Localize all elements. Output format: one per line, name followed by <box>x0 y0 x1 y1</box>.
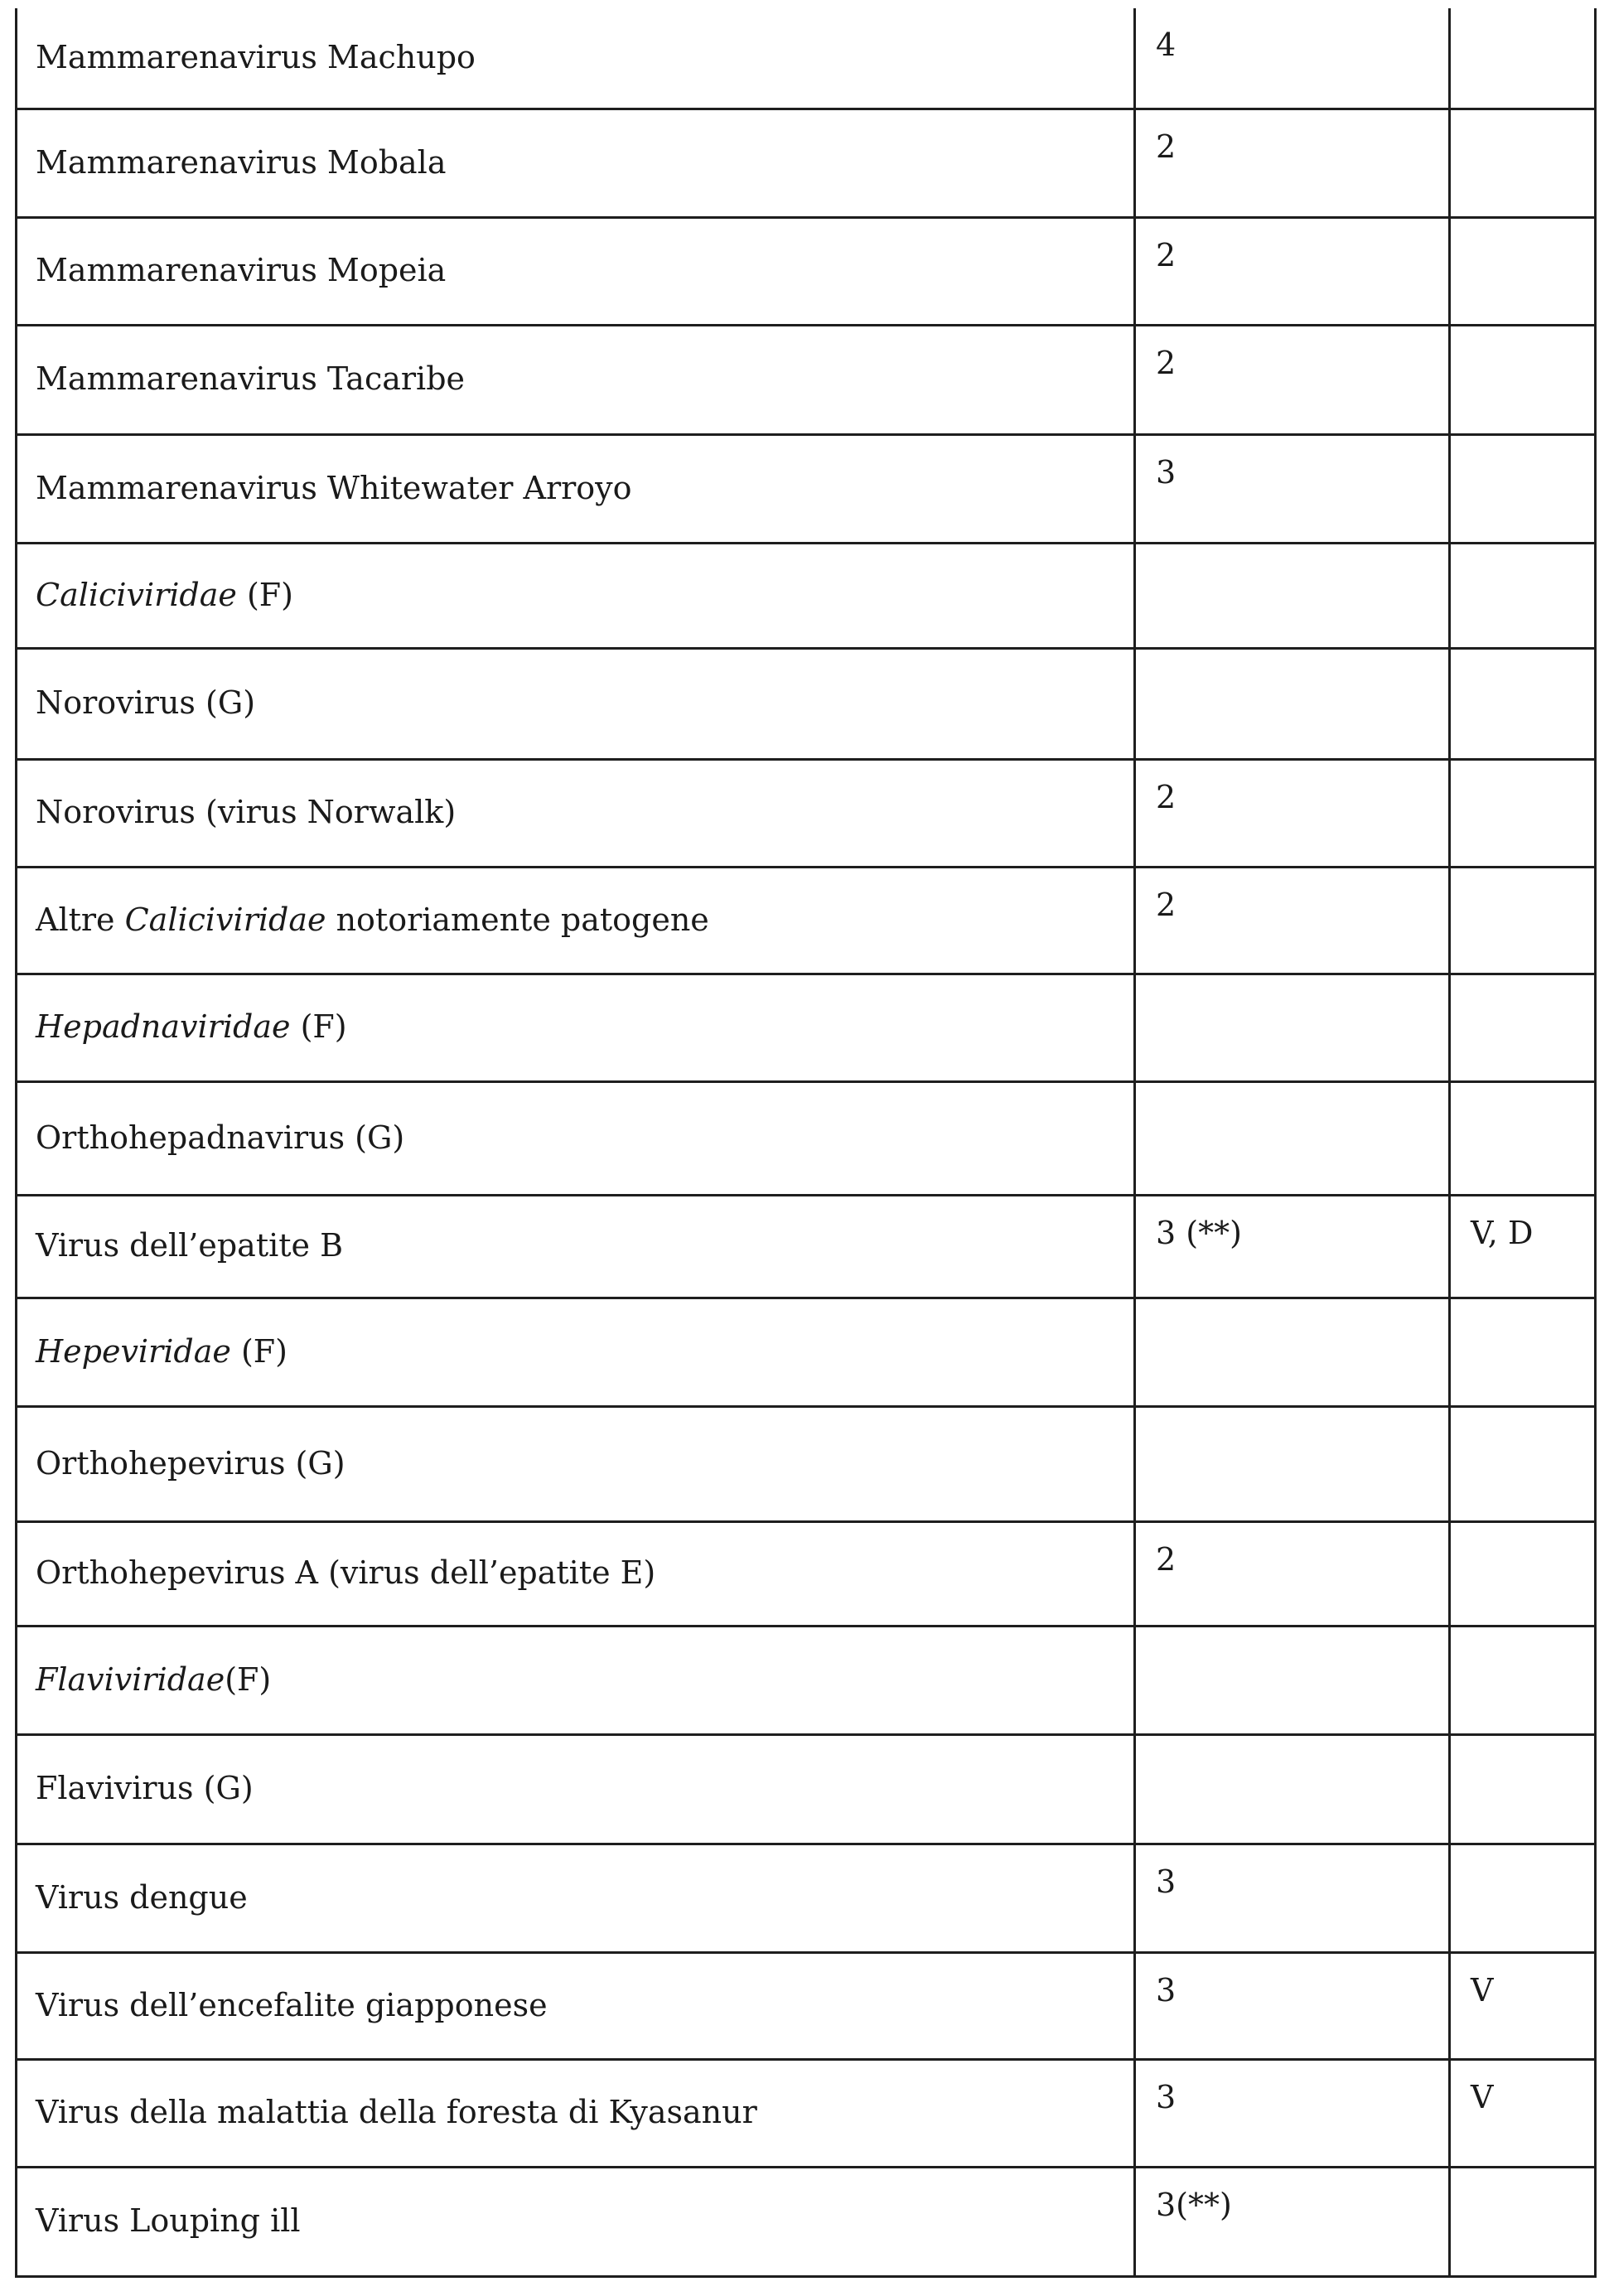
agent-name: Mammarenavirus Mobala <box>36 143 447 181</box>
risk-group-cell <box>1135 8 1450 109</box>
notes-cell <box>1450 434 1596 543</box>
notes-cell <box>1450 217 1596 325</box>
risk-group-cell <box>1135 1626 1450 1734</box>
table-row <box>17 217 1596 325</box>
notes: V, D <box>1471 1214 1534 1251</box>
risk-group-cell <box>1135 867 1450 974</box>
family-name-cell <box>17 543 1135 648</box>
risk-group: 2 <box>1156 1540 1177 1578</box>
risk-group-cell <box>1135 1081 1450 1195</box>
agent-name-cell <box>17 8 1135 109</box>
risk-group-cell <box>1135 1521 1450 1626</box>
notes-cell <box>1450 2167 1596 2276</box>
notes-cell <box>1450 1952 1596 2059</box>
table-row <box>17 1081 1596 1195</box>
agent-name-cell <box>17 1195 1135 1298</box>
agent-name-cell <box>17 759 1135 867</box>
taxon-rank: (F) <box>230 1332 287 1370</box>
table-row <box>17 109 1596 217</box>
risk-group-cell <box>1135 974 1450 1081</box>
table-row <box>17 1521 1596 1626</box>
notes-cell <box>1450 867 1596 974</box>
risk-group-cell <box>1135 109 1450 217</box>
table-row <box>17 1626 1596 1734</box>
table-row <box>17 325 1596 434</box>
risk-group-cell <box>1135 648 1450 759</box>
genus-name-cell <box>17 648 1135 759</box>
agent-name: Flavivirus (G) <box>36 1770 254 1807</box>
risk-group: 3 (**) <box>1156 1214 1242 1251</box>
taxon-rank: (F) <box>236 576 293 613</box>
genus-name-cell <box>17 1081 1135 1195</box>
table-row <box>17 2167 1596 2276</box>
agent-name: Orthohepevirus (G) <box>36 1444 345 1482</box>
table-row <box>17 867 1596 974</box>
notes-cell <box>1450 759 1596 867</box>
genus-name-cell <box>17 1406 1135 1521</box>
table-row <box>17 434 1596 543</box>
biological-agents-table <box>15 8 1597 2278</box>
risk-group: 3 <box>1156 1971 1177 2008</box>
risk-group: 3 <box>1156 453 1177 491</box>
table-row <box>17 759 1596 867</box>
agent-name: Mammarenavirus Whitewater Arroyo <box>36 469 632 506</box>
notes-cell <box>1450 1844 1596 1952</box>
risk-group: 2 <box>1156 344 1177 381</box>
agent-name: Orthohepadnavirus (G) <box>36 1119 405 1156</box>
taxon-rank: (F) <box>225 1660 272 1698</box>
table-row <box>17 1298 1596 1406</box>
agent-name: Virus Louping ill <box>36 2202 301 2240</box>
notes: V <box>1471 2078 1494 2115</box>
family-name-cell <box>17 1626 1135 1734</box>
risk-group: 3(**) <box>1156 2186 1232 2223</box>
notes-cell <box>1450 1081 1596 1195</box>
agent-name-cell <box>17 109 1135 217</box>
genus-name-cell <box>17 1734 1135 1844</box>
risk-group-cell <box>1135 1734 1450 1844</box>
agent-name: Mammarenavirus Tacaribe <box>36 360 466 398</box>
notes-cell <box>1450 1521 1596 1626</box>
family-name-cell <box>17 974 1135 1081</box>
family-name: Hepadnaviridae <box>36 1008 291 1046</box>
name-prefix: Altre <box>36 901 125 938</box>
table-row <box>17 1195 1596 1298</box>
risk-group-cell <box>1135 434 1450 543</box>
notes-cell <box>1450 974 1596 1081</box>
notes-cell <box>1450 8 1596 109</box>
risk-group: 2 <box>1156 778 1177 815</box>
agent-name: Orthohepevirus A (virus dell’epatite E) <box>36 1554 656 1592</box>
notes-cell <box>1450 2059 1596 2167</box>
risk-group: 2 <box>1156 236 1177 273</box>
taxon-rank: (F) <box>290 1008 347 1046</box>
risk-group: 2 <box>1156 886 1177 923</box>
notes-cell <box>1450 1195 1596 1298</box>
risk-group: 2 <box>1156 128 1177 165</box>
risk-group-cell <box>1135 217 1450 325</box>
risk-group-cell <box>1135 2167 1450 2276</box>
table-row <box>17 1734 1596 1844</box>
risk-group-cell <box>1135 1195 1450 1298</box>
family-name: Caliciviridae <box>124 901 326 938</box>
agent-name-cell <box>17 867 1135 974</box>
risk-group-cell <box>1135 1406 1450 1521</box>
agent-name-cell <box>17 325 1135 434</box>
agent-name-cell <box>17 2059 1135 2167</box>
agent-name: Mammarenavirus Mopeia <box>36 252 447 289</box>
table-row <box>17 1844 1596 1952</box>
family-name: Hepeviridae <box>36 1332 231 1370</box>
table-row <box>17 648 1596 759</box>
table-row <box>17 974 1596 1081</box>
agent-name: Virus dell’epatite B <box>36 1227 344 1264</box>
notes-cell <box>1450 325 1596 434</box>
risk-group-cell <box>1135 1952 1450 2059</box>
notes: V <box>1471 1971 1494 2008</box>
risk-group-cell <box>1135 759 1450 867</box>
table-row <box>17 2059 1596 2167</box>
agent-name: Mammarenavirus Machupo <box>36 38 476 75</box>
risk-group-cell <box>1135 1844 1450 1952</box>
agent-name-cell <box>17 2167 1135 2276</box>
risk-group: 3 <box>1156 2078 1177 2115</box>
notes-cell <box>1450 1734 1596 1844</box>
family-name-cell <box>17 1298 1135 1406</box>
notes-cell <box>1450 1298 1596 1406</box>
notes-cell <box>1450 648 1596 759</box>
risk-group: 4 <box>1156 27 1177 63</box>
risk-group-cell <box>1135 543 1450 648</box>
notes-cell <box>1450 1406 1596 1521</box>
notes-cell <box>1450 543 1596 648</box>
agent-name: Virus dengue <box>36 1878 248 1916</box>
agent-name-cell <box>17 1952 1135 2059</box>
table-row <box>17 8 1596 109</box>
risk-group-cell <box>1135 1298 1450 1406</box>
agent-name: Virus della malattia della foresta di Kyasanur <box>36 2094 757 2131</box>
risk-group-cell <box>1135 2059 1450 2167</box>
family-name: Flaviviridae <box>36 1660 225 1698</box>
agent-name-cell <box>17 1844 1135 1952</box>
agent-name-cell <box>17 1521 1135 1626</box>
notes-cell <box>1450 1626 1596 1734</box>
agent-name-cell <box>17 434 1135 543</box>
table-row <box>17 543 1596 648</box>
risk-group-cell <box>1135 325 1450 434</box>
document-page <box>15 0 1594 2296</box>
table-row <box>17 1406 1596 1521</box>
agent-name: Norovirus (virus Norwalk) <box>36 794 457 831</box>
agent-name: Virus dell’encefalite giapponese <box>36 1986 548 2023</box>
risk-group: 3 <box>1156 1863 1177 1900</box>
family-name: Caliciviridae <box>36 576 237 613</box>
notes-cell <box>1450 109 1596 217</box>
agent-name: Norovirus (G) <box>36 684 256 722</box>
agent-name-cell <box>17 217 1135 325</box>
name-suffix: notoriamente patogene <box>326 901 709 938</box>
table-row <box>17 1952 1596 2059</box>
